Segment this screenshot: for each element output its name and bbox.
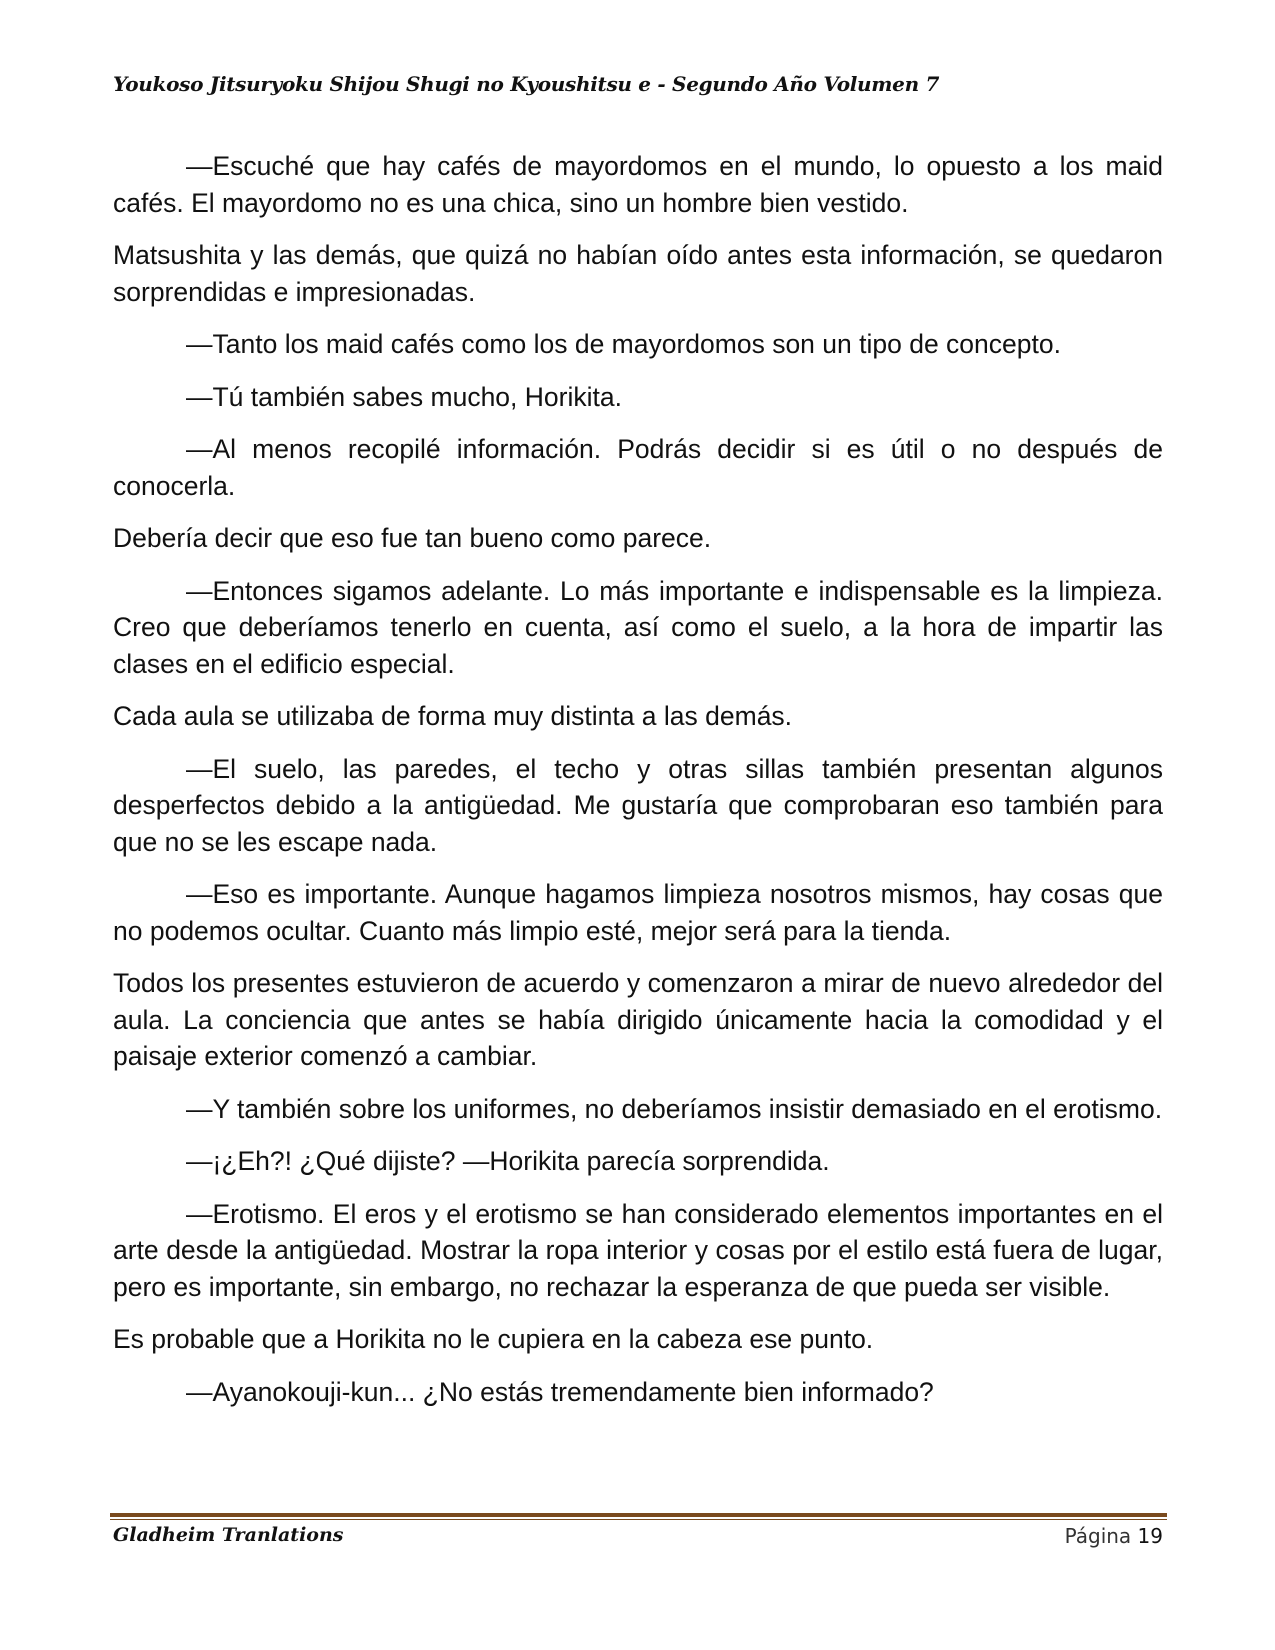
paragraph-10: —Eso es importante. Aunque hagamos limpieza nosotros mismos, hay cosas que no podemos ocultar. Cuanto más limpio esté, mejor será para la tienda. xyxy=(113,879,1163,946)
footer-credit: Gladheim Tranlations xyxy=(113,1524,344,1546)
paragraph-11: Todos los presentes estuvieron de acuerdo y comenzaron a mirar de nuevo alrededor del aula. La conciencia que antes se había dirigido únicamente hacia la comodidad y el paisaje exterior comenzó a cambiar. xyxy=(113,968,1163,1071)
running-header: Youkoso Jitsuryoku Shijou Shugi no Kyoushitsu e - Segundo Año Volumen 7 xyxy=(113,72,940,96)
paragraph-7: —Entonces sigamos adelante. Lo más importante e indispensable es la limpieza. Creo que deberíamos tenerlo en cuenta, así como el suelo, a la hora de impartir las clases en el edificio especial. xyxy=(113,575,1163,679)
paragraph-2: Matsushita y las demás, que quizá no habían oído antes esta información, se quedaron sorprendidas e impresionadas. xyxy=(113,240,1163,307)
paragraph-14: —Erotismo. El eros y el erotismo se han considerado elementos importantes en el arte desde la antigüedad. Mostrar la ropa interior y cosas por el estilo está fuera de lugar, pero es importante, sin embargo, no rechazar la esperanza de que pueda ser visible. xyxy=(113,1198,1163,1302)
paragraph-8: Cada aula se utilizaba de forma muy distinta a las demás. xyxy=(113,701,793,731)
paragraph-13: —¡¿Eh?! ¿Qué dijiste? —Horikita parecía sorprendida. xyxy=(186,1146,830,1176)
paragraph-5: —Al menos recopilé información. Podrás decidir si es útil o no después de conocerla. xyxy=(113,434,1163,501)
paragraph-6: Debería decir que eso fue tan bueno como parece. xyxy=(113,523,712,553)
paragraph-15: Es probable que a Horikita no le cupiera en la cabeza ese punto. xyxy=(113,1324,874,1354)
paragraph-4: —Tú también sabes mucho, Horikita. xyxy=(186,381,622,412)
page-number: 19 xyxy=(1137,1524,1163,1548)
footer-divider-thick xyxy=(110,1513,1167,1517)
paragraph-16: —Ayanokouji-kun... ¿No estás tremendamente bien informado? xyxy=(186,1376,934,1407)
footer-divider-thin xyxy=(110,1519,1167,1520)
paragraph-1: —Escuché que hay cafés de mayordomos en el mundo, lo opuesto a los maid cafés. El mayordomo no es una chica, sino un hombre bien vestido. xyxy=(113,151,1163,218)
footer-divider xyxy=(110,1513,1167,1520)
page-body xyxy=(113,148,1163,1426)
paragraph-12: —Y también sobre los uniformes, no deberíamos insistir demasiado en el erotismo. xyxy=(186,1093,1163,1124)
page-label: Página xyxy=(1064,1524,1132,1548)
paragraph-3: —Tanto los maid cafés como los de mayordomos son un tipo de concepto. xyxy=(186,329,1061,359)
page-number-block xyxy=(1065,1524,1163,1548)
paragraph-9: —El suelo, las paredes, el techo y otras sillas también presentan algunos desperfectos debido a la antigüedad. Me gustaría que comprobaran eso también para que no se les escape nada. xyxy=(113,753,1163,857)
